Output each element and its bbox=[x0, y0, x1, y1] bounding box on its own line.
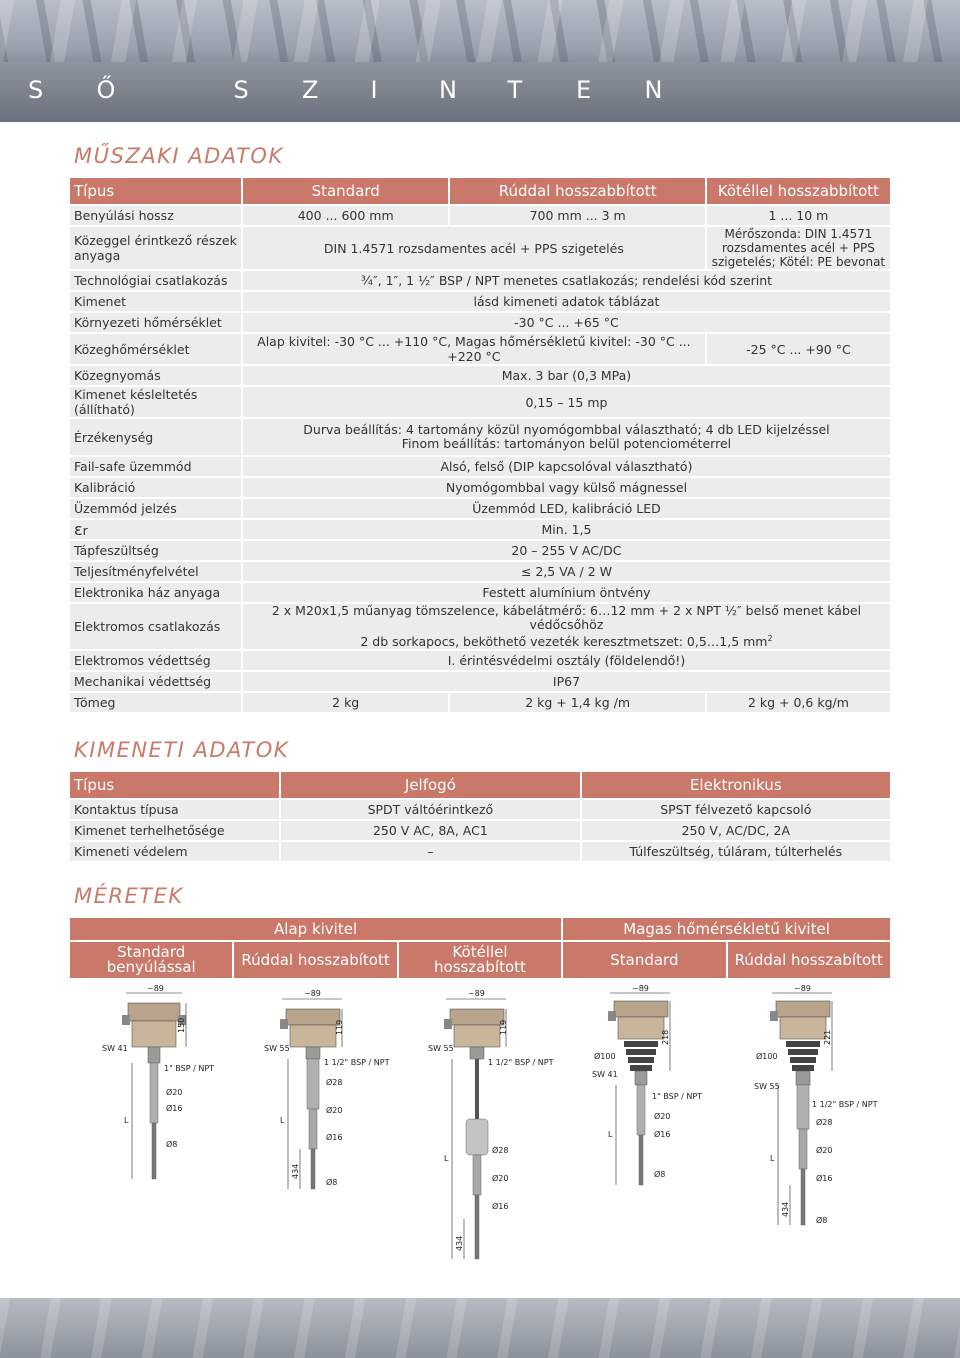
cell: 400 ... 600 mm bbox=[243, 206, 449, 225]
dim-sw: SW 55 bbox=[264, 1044, 290, 1053]
cell: 2 kg + 1,4 kg /m bbox=[450, 693, 704, 712]
section-title-tech: MŰSZAKI ADATOK bbox=[74, 144, 284, 168]
cell: 250 V AC, 8A, AC1 bbox=[281, 821, 579, 840]
dim-height: 221 bbox=[823, 1029, 832, 1045]
tech-specs-table bbox=[68, 176, 892, 714]
banner-letter: Ő bbox=[96, 76, 118, 104]
dim-dia: Ø20 bbox=[166, 1088, 183, 1097]
footer-band bbox=[0, 1298, 960, 1358]
cell: Festett alumínium öntvény bbox=[243, 583, 890, 602]
dim-height: 218 bbox=[661, 1029, 670, 1045]
table-row bbox=[70, 499, 890, 518]
header-cell: Elektronikus bbox=[582, 772, 890, 798]
cell: 250 V, AC/DC, 2A bbox=[582, 821, 890, 840]
cell: ¾″, 1″, 1 ½″ BSP / NPT menetes csatlakozás; rendelési kód szerint bbox=[243, 271, 890, 290]
row-label: Kimenet bbox=[70, 292, 241, 311]
row-label: Közegnyomás bbox=[70, 366, 241, 385]
cell: I. érintésvédelmi osztály (földelendő!) bbox=[243, 651, 890, 670]
row-label: Elektromos csatlakozás bbox=[70, 604, 241, 649]
cell: ≤ 2,5 VA / 2 W bbox=[243, 562, 890, 581]
dims-header-table bbox=[68, 916, 892, 980]
cell: SPDT váltóérintkező bbox=[281, 800, 579, 819]
cell: 2 kg + 0,6 kg/m bbox=[707, 693, 890, 712]
drawing-standard bbox=[74, 985, 234, 1280]
dim-sw: SW 41 bbox=[102, 1044, 128, 1053]
row-label: Mechanikai védettség bbox=[70, 672, 241, 691]
header-line: Kötéllel bbox=[452, 943, 508, 961]
epsilon-subscript: r bbox=[82, 523, 88, 538]
drawing-rod bbox=[236, 985, 396, 1280]
table-row bbox=[70, 651, 890, 670]
row-label: Közeggel érintkező részek anyaga bbox=[70, 227, 241, 269]
dim-dia: Ø8 bbox=[166, 1140, 178, 1149]
banner-letter: I bbox=[370, 76, 380, 104]
cell-line: Finom beállítás: tartományon belül potenciométerrel bbox=[401, 436, 732, 451]
cell-line: 2 x M20x1,5 műanyag tömszelence, kábelátmérő: 6…12 mm + 2 x NPT ½″ belső menet kábel védőcsőhöz bbox=[271, 603, 862, 632]
dim-length-2: 434 bbox=[781, 1201, 790, 1217]
header-banner bbox=[0, 0, 960, 122]
dim-length-2: 434 bbox=[291, 1163, 300, 1179]
cell: – bbox=[281, 842, 579, 861]
header-cell: Standard bbox=[563, 942, 725, 978]
dim-dia: Ø20 bbox=[492, 1174, 509, 1183]
drawing-high-temp-standard bbox=[564, 985, 724, 1280]
dim-dia: Ø100 bbox=[594, 1052, 616, 1061]
dim-dia: Ø8 bbox=[816, 1216, 828, 1225]
table-row bbox=[70, 604, 890, 649]
dim-length: L bbox=[444, 1154, 449, 1163]
dim-thread: 1" BSP / NPT bbox=[164, 1064, 215, 1073]
dim-thread: 1" BSP / NPT bbox=[652, 1092, 703, 1101]
table-row bbox=[70, 821, 890, 840]
banner-title bbox=[28, 76, 713, 104]
dim-height: 119 bbox=[335, 1019, 344, 1035]
epsilon-symbol: ε bbox=[74, 520, 83, 539]
banner-letter: N bbox=[644, 76, 665, 104]
dim-dia: Ø20 bbox=[326, 1106, 343, 1115]
dim-sw: SW 55 bbox=[428, 1044, 454, 1053]
banner-letter: T bbox=[507, 76, 525, 104]
header-cell: Típus bbox=[70, 178, 241, 204]
table-row bbox=[70, 271, 890, 290]
table-row bbox=[70, 457, 890, 476]
header-line: Standard bbox=[117, 943, 186, 961]
drawing-cable bbox=[400, 985, 560, 1280]
banner-letter: E bbox=[576, 76, 594, 104]
dim-thread: 1 1/2" BSP / NPT bbox=[488, 1058, 554, 1067]
table-row bbox=[70, 366, 890, 385]
row-label: Elektromos védettség bbox=[70, 651, 241, 670]
section-title-output: KIMENETI ADATOK bbox=[74, 738, 290, 762]
table-row bbox=[70, 227, 890, 269]
drawing-high-temp-rod bbox=[726, 985, 886, 1280]
row-label bbox=[70, 520, 241, 539]
row-label: Tömeg bbox=[70, 693, 241, 712]
dim-sw: SW 55 bbox=[754, 1082, 780, 1091]
table-row bbox=[70, 520, 890, 539]
header-cell: Rúddal hosszabított bbox=[234, 942, 396, 978]
table-row bbox=[70, 693, 890, 712]
dim-dia: Ø16 bbox=[816, 1174, 833, 1183]
row-label: Technológiai csatlakozás bbox=[70, 271, 241, 290]
dim-width: ~89 bbox=[147, 985, 164, 993]
cell: Mérőszonda: DIN 1.4571 rozsdamentes acél + PPS szigetelés; Kötél: PE bevonat bbox=[707, 227, 890, 269]
cell: Min. 1,5 bbox=[243, 520, 890, 539]
cell: Túlfeszültség, túláram, túlterhelés bbox=[582, 842, 890, 861]
cell: 1 ... 10 m bbox=[707, 206, 890, 225]
cell: Alap kivitel: -30 °C ... +110 °C, Magas hőmérsékletű kivitel: -30 °C ... +220 °C bbox=[243, 334, 705, 364]
dim-dia: Ø100 bbox=[756, 1052, 778, 1061]
row-label: Érzékenység bbox=[70, 419, 241, 455]
dim-dia: Ø28 bbox=[492, 1146, 509, 1155]
cell: SPST félvezető kapcsoló bbox=[582, 800, 890, 819]
table-row bbox=[70, 672, 890, 691]
header-cell bbox=[399, 942, 561, 978]
output-table bbox=[68, 770, 892, 863]
dim-dia: Ø16 bbox=[166, 1104, 183, 1113]
header-cell: Jelfogó bbox=[281, 772, 579, 798]
dim-length: L bbox=[770, 1154, 775, 1163]
dim-dia: Ø8 bbox=[326, 1178, 338, 1187]
banner-texture bbox=[0, 0, 960, 62]
dim-width: ~89 bbox=[468, 989, 485, 998]
table-row bbox=[70, 206, 890, 225]
dim-length: L bbox=[124, 1116, 129, 1125]
row-label: Üzemmód jelzés bbox=[70, 499, 241, 518]
dim-dia: Ø16 bbox=[326, 1133, 343, 1142]
cell: 700 mm ... 3 m bbox=[450, 206, 704, 225]
cell: lásd kimeneti adatok táblázat bbox=[243, 292, 890, 311]
banner-letter: S bbox=[233, 76, 251, 104]
row-label: Tápfeszültség bbox=[70, 541, 241, 560]
table-row bbox=[70, 842, 890, 861]
superscript: 2 bbox=[767, 634, 773, 643]
dim-thread: 1 1/2" BSP / NPT bbox=[812, 1100, 878, 1109]
row-label: Kimeneti védelem bbox=[70, 842, 279, 861]
header-cell: Magas hőmérsékletű kivitel bbox=[563, 918, 890, 940]
header-line: hosszabított bbox=[434, 958, 526, 976]
header-cell bbox=[70, 942, 232, 978]
dim-length: L bbox=[280, 1116, 285, 1125]
dim-width: ~89 bbox=[304, 989, 321, 998]
cell-line bbox=[247, 632, 886, 649]
row-label: Környezeti hőmérséklet bbox=[70, 313, 241, 332]
dim-dia: Ø16 bbox=[492, 1202, 509, 1211]
table-row bbox=[70, 541, 890, 560]
dim-height: 119 bbox=[499, 1019, 508, 1035]
table-header-row bbox=[70, 942, 890, 978]
footer-texture bbox=[0, 1298, 960, 1358]
row-label: Kalibráció bbox=[70, 478, 241, 497]
banner-letter: Z bbox=[302, 76, 321, 104]
header-cell: Alap kivitel bbox=[70, 918, 561, 940]
table-header-row bbox=[70, 772, 890, 798]
header-cell: Rúddal hosszabbított bbox=[450, 178, 704, 204]
dim-dia: Ø20 bbox=[654, 1112, 671, 1121]
cell: 0,15 – 15 mp bbox=[243, 387, 890, 417]
dim-dia: Ø28 bbox=[326, 1078, 343, 1087]
banner-letter bbox=[165, 76, 234, 104]
dim-dia: Ø16 bbox=[654, 1130, 671, 1139]
row-label: Közeghőmérséklet bbox=[70, 334, 241, 364]
cell: IP67 bbox=[243, 672, 890, 691]
table-row bbox=[70, 292, 890, 311]
row-label: Teljesítményfelvétel bbox=[70, 562, 241, 581]
row-label: Benyúlási hossz bbox=[70, 206, 241, 225]
header-cell: Standard bbox=[243, 178, 449, 204]
row-label: Kimenet késleltetés (állítható) bbox=[70, 387, 241, 417]
dim-length-2: 434 bbox=[455, 1235, 464, 1251]
banner-letter: S bbox=[28, 76, 46, 104]
cell: -30 °C ... +65 °C bbox=[243, 313, 890, 332]
cell-text: 2 db sorkapocs, beköthető vezeték keresztmetszet: 0,5…1,5 mm bbox=[360, 634, 768, 650]
table-row bbox=[70, 387, 890, 417]
dim-dia: Ø8 bbox=[654, 1170, 666, 1179]
cell bbox=[243, 419, 890, 455]
banner-letter: N bbox=[439, 76, 459, 104]
table-row bbox=[70, 334, 890, 364]
table-row bbox=[70, 800, 890, 819]
cell: -25 °C ... +90 °C bbox=[707, 334, 890, 364]
table-header-row bbox=[70, 178, 890, 204]
cell-line: Durva beállítás: 4 tartomány közül nyomógombbal választható; 4 db LED kijelzéssel bbox=[303, 422, 830, 437]
section-title-dims: MÉRETEK bbox=[74, 884, 184, 908]
table-row bbox=[70, 478, 890, 497]
dim-thread: 1 1/2" BSP / NPT bbox=[324, 1058, 390, 1067]
table-row bbox=[70, 419, 890, 455]
row-label: Kimenet terhelhetősége bbox=[70, 821, 279, 840]
cell: 20 – 255 V AC/DC bbox=[243, 541, 890, 560]
table-row bbox=[70, 313, 890, 332]
dim-dia: Ø20 bbox=[816, 1146, 833, 1155]
cell: Alsó, felső (DIP kapcsolóval választható) bbox=[243, 457, 890, 476]
dim-width: ~89 bbox=[632, 985, 649, 993]
row-label: Elektronika ház anyaga bbox=[70, 583, 241, 602]
dim-width: ~89 bbox=[794, 985, 811, 993]
cell: 2 kg bbox=[243, 693, 449, 712]
dim-dia: Ø28 bbox=[816, 1118, 833, 1127]
table-header-row bbox=[70, 918, 890, 940]
dim-height: 150 bbox=[177, 1017, 186, 1033]
cell bbox=[243, 604, 890, 649]
header-cell: Típus bbox=[70, 772, 279, 798]
cell: Üzemmód LED, kalibráció LED bbox=[243, 499, 890, 518]
table-row bbox=[70, 562, 890, 581]
dim-sw: SW 41 bbox=[592, 1070, 618, 1079]
header-cell: Kötéllel hosszabbított bbox=[707, 178, 890, 204]
header-line: benyúlással bbox=[106, 958, 196, 976]
row-label: Kontaktus típusa bbox=[70, 800, 279, 819]
table-row bbox=[70, 583, 890, 602]
cell: DIN 1.4571 rozsdamentes acél + PPS szigetelés bbox=[243, 227, 705, 269]
header-cell: Rúddal hosszabított bbox=[728, 942, 890, 978]
row-label: Fail-safe üzemmód bbox=[70, 457, 241, 476]
dimension-drawings bbox=[70, 985, 890, 1280]
dim-length: L bbox=[608, 1130, 613, 1139]
cell: Max. 3 bar (0,3 MPa) bbox=[243, 366, 890, 385]
cell: Nyomógombbal vagy külső mágnessel bbox=[243, 478, 890, 497]
